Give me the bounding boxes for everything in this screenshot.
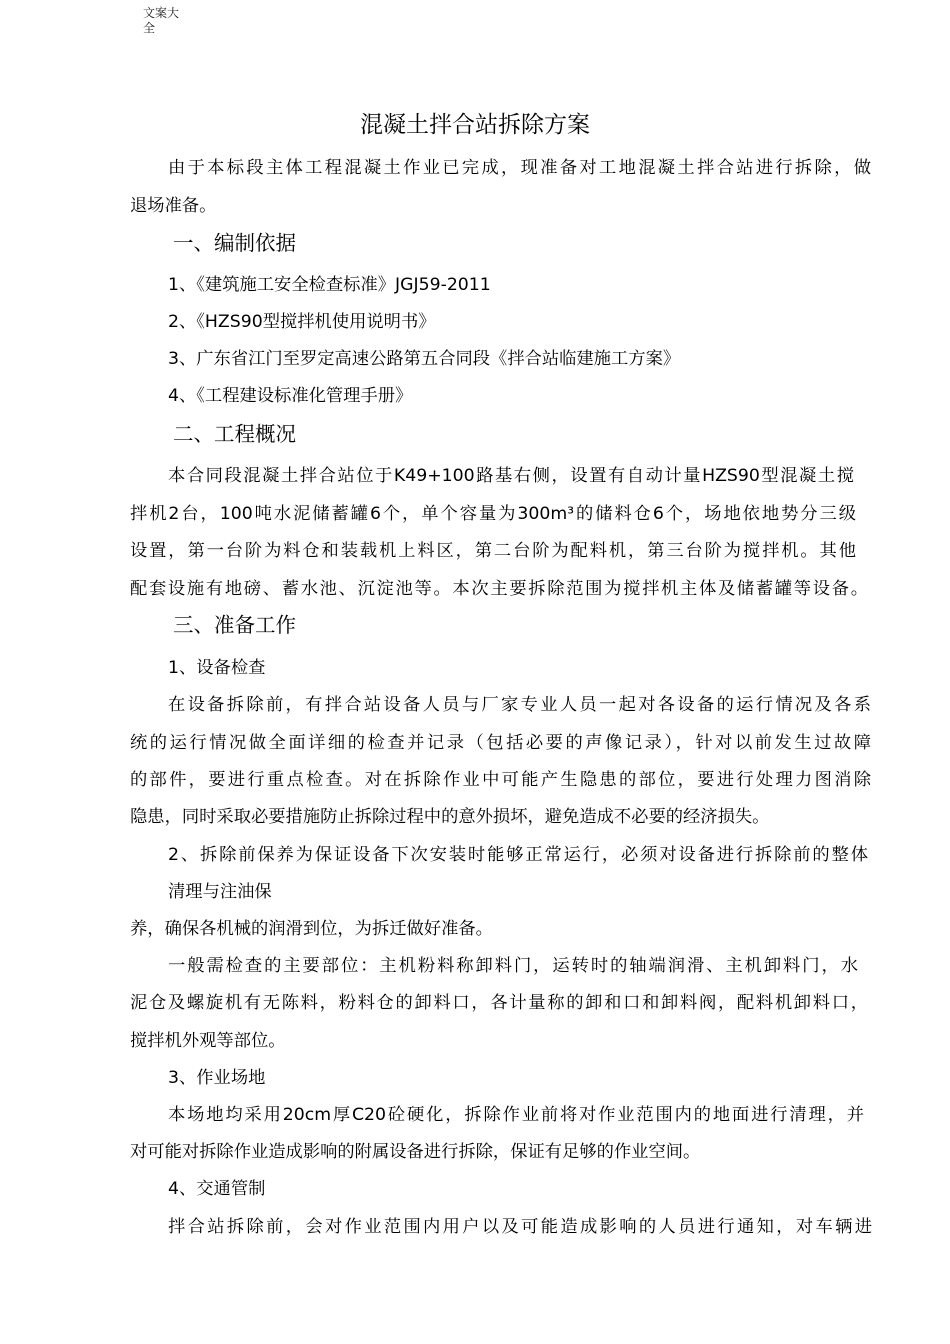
- paragraph-line: 一般需检查的主要部位：主机粉料称卸料门，运转时的轴端润滑、主机卸料门，水: [168, 956, 858, 976]
- paragraph-line: 本场地均采用20cm厚C20砼硬化，拆除作业前将对作业范围内的地面进行清理，并: [168, 1105, 864, 1125]
- paragraph-line: 在设备拆除前，有拌合站设备人员与厂家专业人员一起对各设备的运行情况及各系: [168, 695, 871, 715]
- paragraph-line: 拌合站拆除前，会对作业范围内用户以及可能造成影响的人员进行通知，对车辆进: [168, 1217, 872, 1237]
- paragraph-line: 对可能对拆除作业造成影响的附属设备进行拆除，保证有足够的作业空间。: [130, 1142, 701, 1162]
- paragraph-line: 的部件，要进行重点检查。对在拆除作业中可能产生隐患的部位，要进行处理力图消除: [130, 770, 871, 790]
- subsection-heading: 4、交通管制: [168, 1179, 266, 1199]
- paragraph-line: 养，确保各机械的润滑到位，为拆迁做好准备。: [130, 919, 493, 939]
- paragraph-line: 本合同段混凝土拌合站位于K49+100路基右侧，设置有自动计量HZS90型混凝土搅: [168, 466, 854, 486]
- paragraph-line: 2、拆除前保养为保证设备下次安装时能够正常运行，必须对设备进行拆除前的整体: [168, 845, 868, 865]
- section-heading: 一、编制依据: [173, 231, 296, 255]
- paragraph-line: 搅拌机外观等部位。: [130, 1031, 286, 1051]
- paragraph-line: 由于本标段主体工程混凝土作业已完成，现准备对工地混凝土拌合站进行拆除，做: [168, 158, 871, 178]
- paragraph-line: 设置，第一台阶为料仓和装载机上料区，第二台阶为配料机，第三台阶为搅拌机。其他: [130, 541, 856, 561]
- subsection-heading: 1、设备检查: [168, 658, 266, 678]
- section-heading: 三、准备工作: [173, 613, 296, 637]
- subsection-heading: 3、作业场地: [168, 1068, 266, 1088]
- paragraph-line: 拌机2台，100吨水泥储蓄罐6个，单个容量为300m³的储料仓6个，场地依地势分三级: [130, 504, 856, 524]
- paragraph-line: 统的运行情况做全面详细的检查并记录（包括必要的声像记录），针对以前发生过故障: [130, 733, 871, 753]
- reference-item: 2、《HZS90型搅拌机使用说明书》: [168, 312, 436, 332]
- document-title: 混凝土拌合站拆除方案: [360, 112, 590, 138]
- section-heading: 二、工程概况: [173, 422, 296, 446]
- reference-item: 4、《工程建设标准化管理手册》: [168, 386, 413, 406]
- reference-item: 1、《建筑施工安全检查标准》JGJ59-2011: [168, 275, 491, 295]
- paragraph-line: 隐患，同时采取必要措施防止拆除过程中的意外损坏，避免造成不必要的经济损失。: [130, 807, 770, 827]
- paragraph-line: 清理与注油保: [168, 882, 272, 902]
- reference-item: 3、广东省江门至罗定高速公路第五合同段《拌合站临建施工方案》: [168, 349, 681, 369]
- paragraph-line: 退场准备。: [130, 196, 217, 216]
- paragraph-line: 配套设施有地磅、蓄水池、沉淀池等。本次主要拆除范围为搅拌机主体及储蓄罐等设备。: [130, 579, 868, 599]
- page-header: 文案大全: [143, 6, 180, 35]
- paragraph-line: 泥仓及螺旋机有无陈料，粉料仓的卸料口，各计量称的卸和口和卸料阀，配料机卸料口，: [130, 993, 868, 1013]
